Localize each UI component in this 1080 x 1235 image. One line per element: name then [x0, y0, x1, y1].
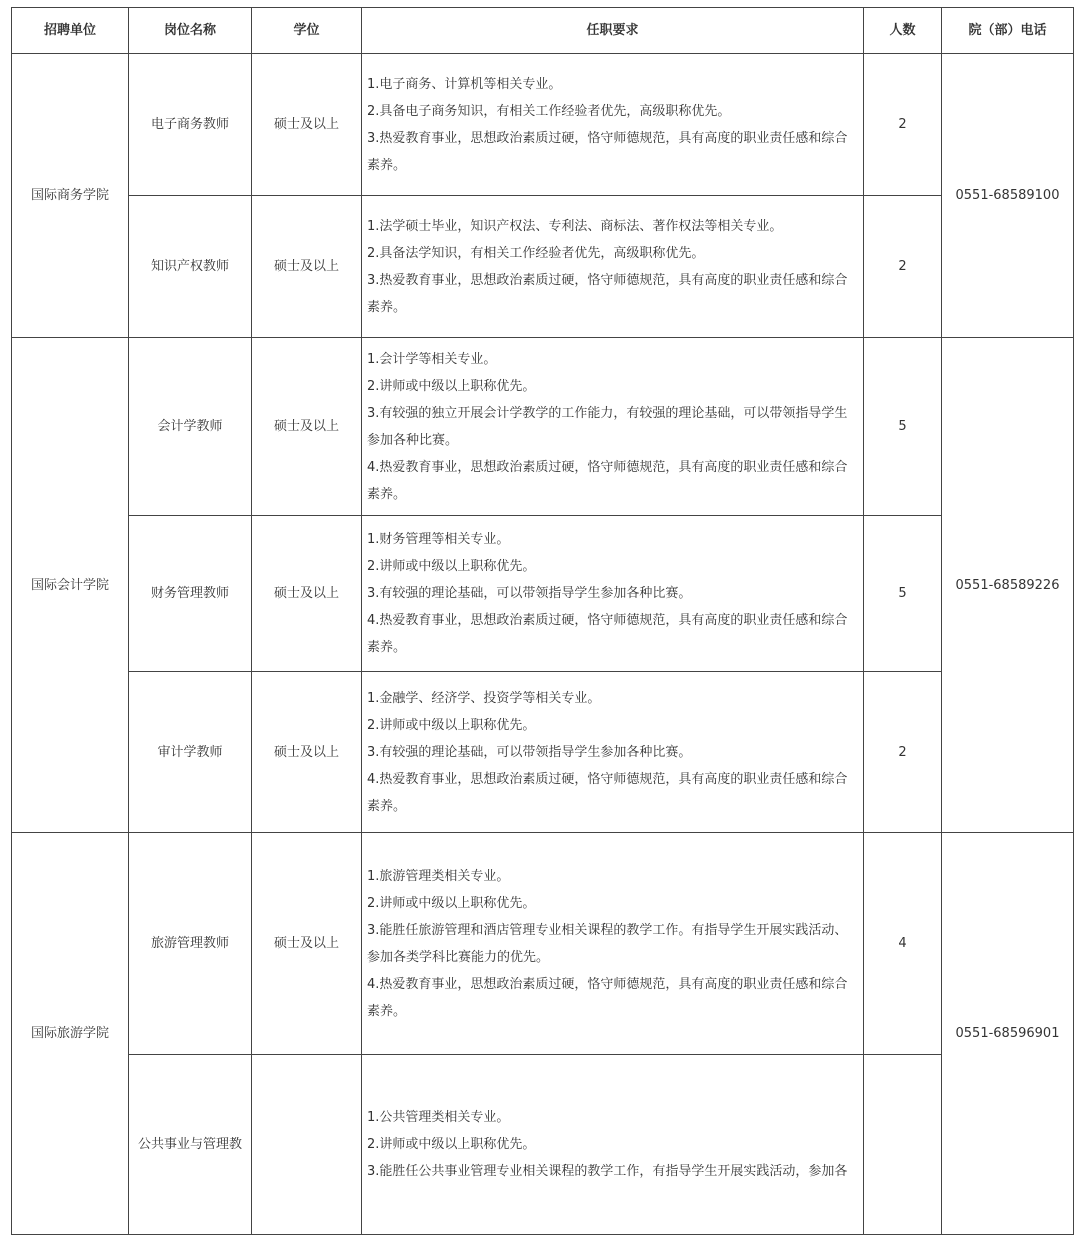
head-count: 4 [864, 833, 942, 1055]
table-row [12, 672, 1074, 833]
unit-phone: 0551-68596901 [942, 833, 1074, 1235]
header-phone: 院（部）电话 [942, 8, 1074, 54]
requirements [362, 338, 864, 516]
requirement-line: 3.能胜任旅游管理和酒店管理专业相关课程的教学工作。有指导学生开展实践活动、参加各类学科比赛能力的优先。 [367, 922, 848, 965]
table-row [12, 196, 1074, 338]
requirement-line: 2.具备电子商务知识，有相关工作经验者优先，高级职称优先。 [367, 103, 731, 119]
head-count: 5 [864, 516, 942, 672]
head-count: 2 [864, 196, 942, 338]
requirement-line: 4.热爱教育事业，思想政治素质过硬，恪守师德规范，具有高度的职业责任感和综合素养。 [367, 771, 848, 814]
header-position: 岗位名称 [129, 8, 252, 54]
requirement-line: 1.法学硕士毕业，知识产权法、专利法、商标法、著作权法等相关专业。 [367, 218, 783, 234]
header-requirements: 任职要求 [362, 8, 864, 54]
position-name: 知识产权教师 [129, 196, 252, 338]
head-count: 2 [864, 54, 942, 196]
degree: 硕士及以上 [252, 196, 362, 338]
requirement-line: 1.财务管理等相关专业。 [367, 532, 510, 547]
unit-name: 国际会计学院 [12, 338, 129, 833]
requirements [362, 54, 864, 196]
requirement-line: 2.讲师或中级以上职称优先。 [367, 1137, 536, 1152]
requirement-line: 2.讲师或中级以上职称优先。 [367, 378, 536, 394]
requirement-line: 3.有较强的理论基础，可以带领指导学生参加各种比赛。 [367, 744, 692, 760]
unit-name: 国际商务学院 [12, 54, 129, 338]
degree: 硕士及以上 [252, 54, 362, 196]
degree [252, 1055, 362, 1235]
degree: 硕士及以上 [252, 672, 362, 833]
requirements [362, 516, 864, 672]
unit-phone: 0551-68589100 [942, 54, 1074, 338]
requirement-line: 3.热爱教育事业，思想政治素质过硬，恪守师德规范，具有高度的职业责任感和综合素养。 [367, 130, 848, 173]
table-row [12, 1055, 1074, 1235]
requirements [362, 1055, 864, 1235]
table-row [12, 833, 1074, 1055]
position-name: 旅游管理教师 [129, 833, 252, 1055]
requirement-line: 1.公共管理类相关专业。 [367, 1110, 510, 1125]
head-count: 2 [864, 672, 942, 833]
table-row [12, 338, 1074, 516]
head-count: 5 [864, 338, 942, 516]
position-name: 会计学教师 [129, 338, 252, 516]
requirements [362, 833, 864, 1055]
requirement-line: 2.讲师或中级以上职称优先。 [367, 559, 536, 574]
header-degree: 学位 [252, 8, 362, 54]
requirement-line: 1.电子商务、计算机等相关专业。 [367, 76, 562, 92]
degree: 硕士及以上 [252, 516, 362, 672]
degree: 硕士及以上 [252, 338, 362, 516]
header-count: 人数 [864, 8, 942, 54]
requirement-line: 3.有较强的独立开展会计学教学的工作能力，有较强的理论基础，可以带领指导学生参加各种比赛。 [367, 405, 848, 448]
requirements [362, 672, 864, 833]
unit-phone: 0551-68589226 [942, 338, 1074, 833]
requirement-line: 4.热爱教育事业，思想政治素质过硬，恪守师德规范，具有高度的职业责任感和综合素养。 [367, 976, 848, 1019]
requirement-line: 3.有较强的理论基础，可以带领指导学生参加各种比赛。 [367, 586, 692, 601]
position-name: 公共事业与管理教 [129, 1055, 252, 1235]
requirement-line: 2.具备法学知识，有相关工作经验者优先，高级职称优先。 [367, 245, 705, 261]
position-name: 财务管理教师 [129, 516, 252, 672]
requirement-line: 2.讲师或中级以上职称优先。 [367, 717, 536, 733]
position-name: 审计学教师 [129, 672, 252, 833]
requirement-line: 4.热爱教育事业，思想政治素质过硬，恪守师德规范，具有高度的职业责任感和综合素养。 [367, 613, 848, 655]
table-row [12, 516, 1074, 672]
table-row [12, 54, 1074, 196]
requirement-line: 1.会计学等相关专业。 [367, 351, 497, 367]
requirement-line: 1.金融学、经济学、投资学等相关专业。 [367, 690, 601, 706]
header-unit: 招聘单位 [12, 8, 129, 54]
requirement-line: 3.能胜任公共事业管理专业相关课程的教学工作，有指导学生开展实践活动，参加各 [367, 1164, 848, 1179]
requirements [362, 196, 864, 338]
requirement-line: 2.讲师或中级以上职称优先。 [367, 895, 536, 911]
position-name: 电子商务教师 [129, 54, 252, 196]
requirement-line: 4.热爱教育事业，思想政治素质过硬，恪守师德规范，具有高度的职业责任感和综合素养。 [367, 459, 848, 502]
recruitment-table [11, 7, 1074, 1235]
head-count [864, 1055, 942, 1235]
degree: 硕士及以上 [252, 833, 362, 1055]
requirement-line: 3.热爱教育事业，思想政治素质过硬，恪守师德规范，具有高度的职业责任感和综合素养。 [367, 272, 848, 315]
unit-name: 国际旅游学院 [12, 833, 129, 1235]
header-row [12, 8, 1074, 54]
requirement-line: 1.旅游管理类相关专业。 [367, 868, 510, 884]
